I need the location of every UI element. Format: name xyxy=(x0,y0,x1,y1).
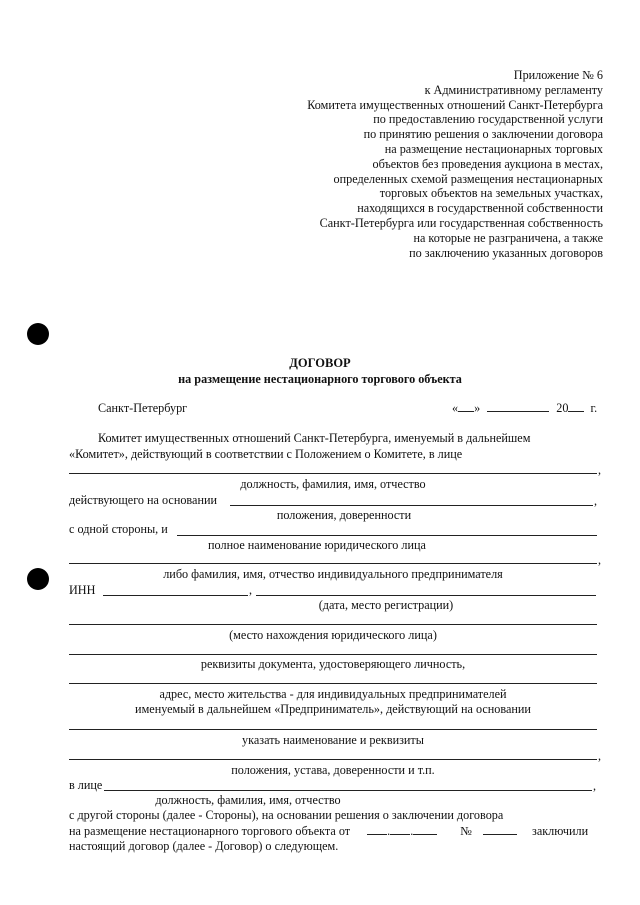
other-side-line-1: с другой стороны (далее - Стороны), на основании решения о заключении договора xyxy=(69,808,504,822)
legal-name-field-2[interactable] xyxy=(69,563,597,564)
named-entrepreneur-text: именуемый в дальнейшем «Предприниматель», действующий на основании xyxy=(135,702,531,716)
appendix-line: объектов без проведения аукциона в местах, xyxy=(372,156,603,171)
punch-hole-top xyxy=(27,323,49,345)
contract-subtitle: на размещение нестационарного торгового объекта xyxy=(178,372,462,386)
other-side-line-2a: на размещение нестационарного торгового объекта от xyxy=(69,824,351,838)
inn-field[interactable] xyxy=(103,595,248,596)
other-side-line-3: настоящий договор (далее - Договор) о следующем. xyxy=(69,839,339,853)
decision-number-label: № xyxy=(460,824,472,838)
in-person-field[interactable] xyxy=(104,790,592,791)
decision-month-blank[interactable] xyxy=(390,824,410,835)
position-name-field[interactable] xyxy=(69,473,597,474)
date-month-blank[interactable] xyxy=(487,401,549,412)
appendix-line: Санкт-Петербурга или государственная собственность xyxy=(319,215,603,230)
comma-mark: , xyxy=(598,749,602,763)
committee-line-2: «Комитет», действующий в соответствии с Положением о Комитете, в лице xyxy=(69,447,463,461)
caption-entrepreneur: либо фамилия, имя, отчество индивидуального предпринимателя xyxy=(163,567,503,581)
caption-registration: (дата, место регистрации) xyxy=(318,598,454,612)
legal-name-field[interactable] xyxy=(177,535,597,536)
caption-position-name: должность, фамилия, имя, отчество xyxy=(240,477,426,491)
appendix-line: по принятию решения о заключении договора xyxy=(363,127,603,142)
basis-document-field[interactable] xyxy=(69,729,597,730)
in-person-label: в лице xyxy=(69,778,103,792)
other-side-line-2b: заключили xyxy=(532,824,589,838)
appendix-line: на размещение нестационарных торговых xyxy=(384,141,603,156)
acting-basis-field[interactable] xyxy=(230,505,593,506)
other-side-line-2: на размещение нестационарного торгового объекта от . . № заключили xyxy=(69,824,589,838)
caption-legal-address: (место нахождения юридического лица) xyxy=(229,628,437,642)
decision-day-blank[interactable] xyxy=(367,824,387,835)
date-year-suffix: г. xyxy=(590,401,598,415)
one-side-label: с одной стороны, и xyxy=(69,522,168,536)
acting-basis-label: действующего на основании xyxy=(69,493,218,507)
caption-position-power: положения, доверенности xyxy=(276,508,412,522)
comma-mark: , xyxy=(594,494,598,508)
appendix-line: к Административному регламенту xyxy=(424,82,603,97)
contract-title: ДОГОВОР xyxy=(289,356,351,370)
caption-legal-name: полное наименование юридического лица xyxy=(208,538,426,552)
caption-address: адрес, место жительства - для индивидуальных предпринимателей xyxy=(159,687,507,701)
caption-specify: указать наименование и реквизиты xyxy=(242,733,424,747)
date-year-blank[interactable] xyxy=(568,401,584,412)
comma-mark: , xyxy=(598,463,602,477)
address-field[interactable] xyxy=(69,683,597,684)
decision-year-blank[interactable] xyxy=(413,824,437,835)
date-quote-close: » xyxy=(474,401,481,415)
identity-doc-field[interactable] xyxy=(69,654,597,655)
date-line xyxy=(452,401,597,415)
appendix-line: Комитета имущественных отношений Санкт-Петербурга xyxy=(307,97,603,112)
caption-position-name-2: должность, фамилия, имя, отчество xyxy=(155,793,341,807)
committee-line-1: Комитет имущественных отношений Санкт-Петербурга, именуемый в дальнейшем xyxy=(98,431,531,445)
comma-mark: , xyxy=(593,779,597,793)
appendix-line: Приложение № 6 xyxy=(513,68,603,82)
comma-mark: , xyxy=(598,553,602,567)
appendix-line: торговых объектов на земельных участках, xyxy=(379,186,603,201)
legal-address-field[interactable] xyxy=(69,624,597,625)
inn-label: ИНН xyxy=(69,583,96,597)
appendix-header xyxy=(183,68,603,260)
registration-field[interactable] xyxy=(256,595,596,596)
date-year-prefix: 20 xyxy=(556,401,569,415)
city: Санкт-Петербург xyxy=(98,401,188,415)
decision-number-blank[interactable] xyxy=(483,824,517,835)
appendix-line: по заключению указанных договоров xyxy=(409,245,603,260)
appendix-line: по предоставлению государственной услуги xyxy=(373,112,603,127)
charter-field[interactable] xyxy=(69,759,597,760)
date-day-blank[interactable] xyxy=(458,401,474,412)
punch-hole-bottom xyxy=(27,568,49,590)
appendix-line: на которые не разграничена, а также xyxy=(413,230,603,245)
appendix-line: находящихся в государственной собственности xyxy=(357,201,603,216)
comma-mark: , xyxy=(249,583,253,597)
caption-charter: положения, устава, доверенности и т.п. xyxy=(231,763,435,777)
appendix-line: определенных схемой размещения нестационарных xyxy=(333,171,603,186)
caption-identity-doc: реквизиты документа, удостоверяющего личность, xyxy=(200,657,466,671)
date-quote-open: « xyxy=(452,401,459,415)
